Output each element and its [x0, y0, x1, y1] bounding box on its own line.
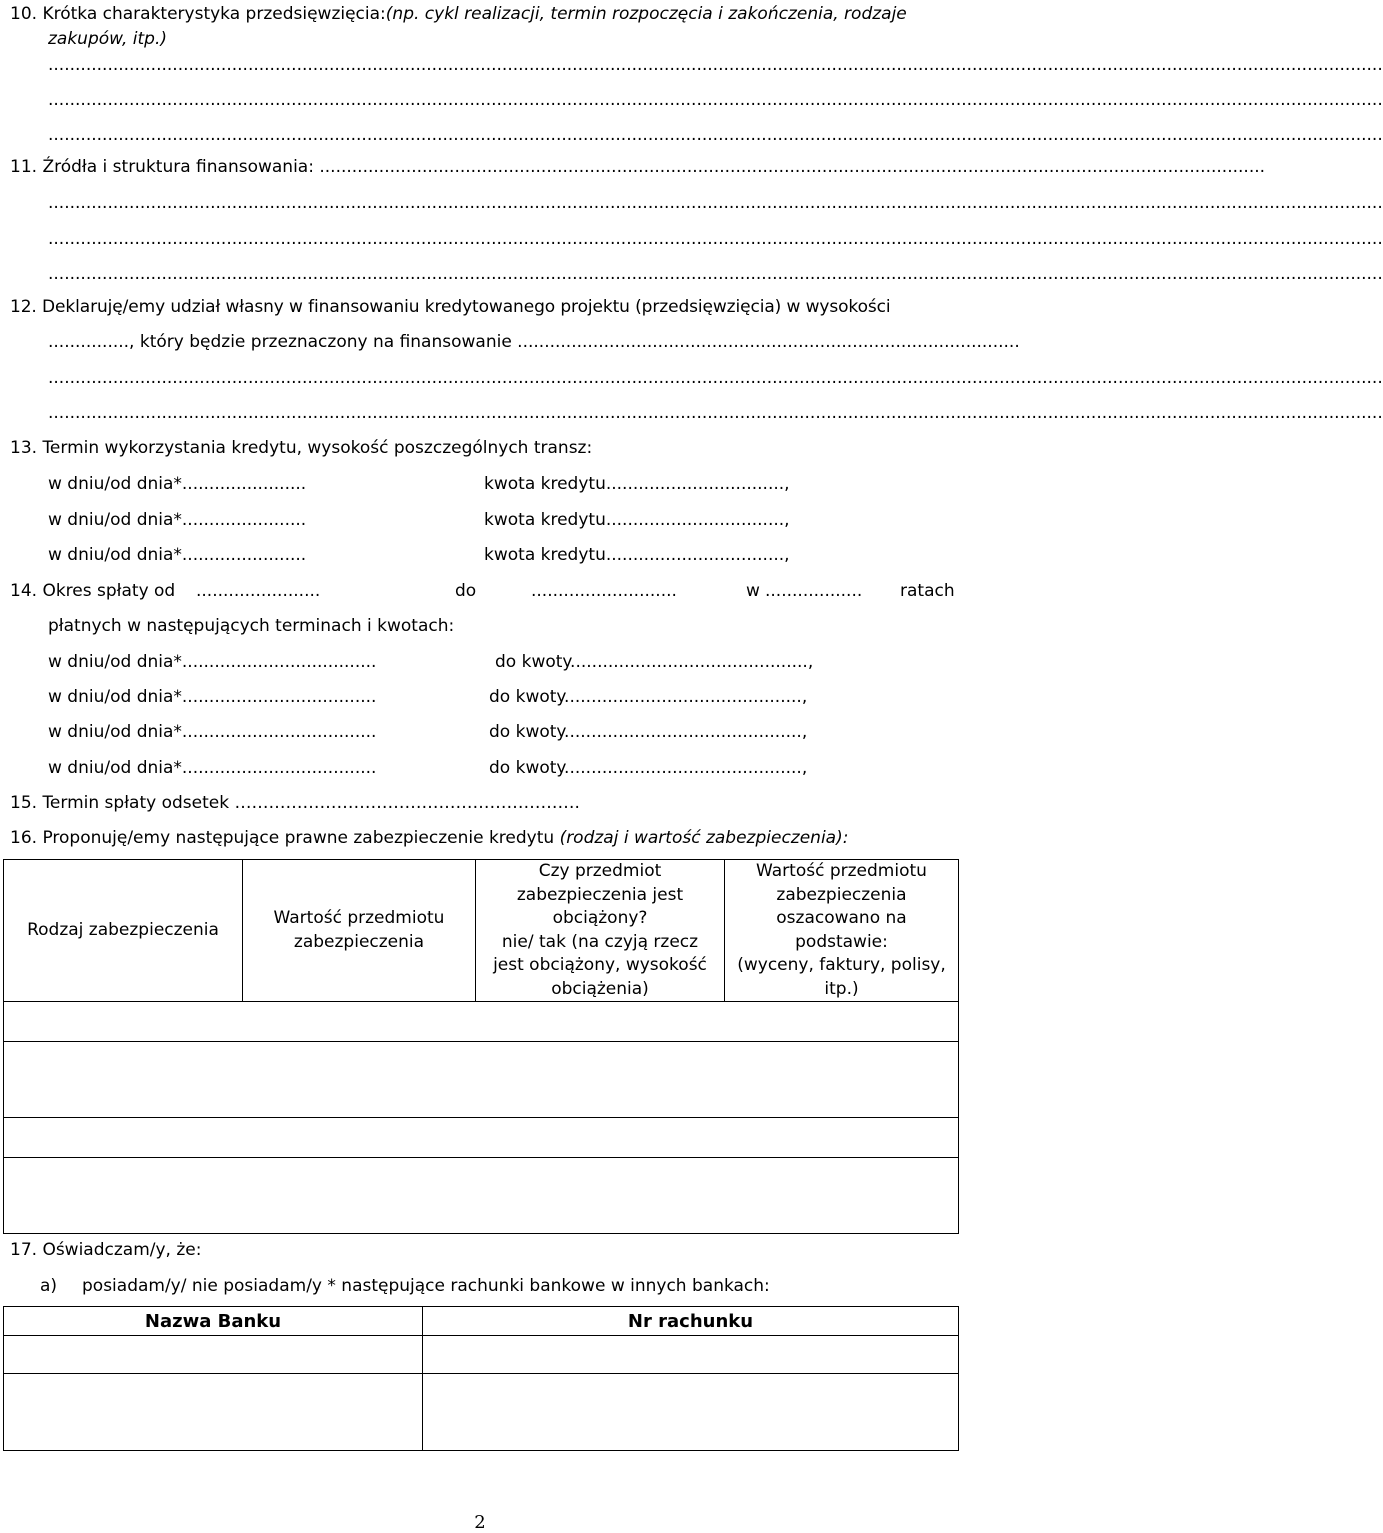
collateral-header-valuation-basis: Wartość przedmiotu zabezpieczenia oszacowano na podstawie: (wyceny, faktury, polisy, itp.)	[725, 860, 959, 1002]
s13-row-1-amount: kwota kredytu.................................,	[484, 474, 790, 494]
s13-row-1-date: w dniu/od dnia*.......................	[48, 474, 307, 494]
section-14-w: w	[746, 581, 760, 601]
section-16-label: 16. Proponuję/emy następujące prawne zabezpieczenie kredytu	[10, 828, 560, 848]
section-17a-text: posiadam/y/ nie posiadam/y * następujące rachunki bankowe w innych bankach:	[82, 1276, 770, 1296]
s13-row-3-date: w dniu/od dnia*.......................	[48, 545, 307, 565]
section-17-heading: 17. Oświadczam/y, że:	[10, 1240, 202, 1260]
collateral-row-2-cell[interactable]	[4, 1042, 959, 1118]
section-14-w-fill: ..................	[765, 581, 863, 601]
s14-row-4-amount: do kwoty............................................,	[489, 758, 808, 778]
s14-row-1-amount: do kwoty............................................,	[495, 652, 814, 672]
collateral-header-encumbered: Czy przedmiot zabezpieczenia jest obciążony? nie/ tak (na czyją rzecz jest obciążony, wysokość obciążenia)	[476, 860, 725, 1002]
section-12-heading: 12. Deklaruję/emy udział własny w finansowaniu kredytowanego projektu (przedsięwzięcia) w wysokości	[10, 297, 891, 317]
section-10-fill-line-2: .......................................................................................................................................................................................................................................................	[48, 90, 1383, 110]
collateral-table-row	[4, 1118, 959, 1158]
section-12-fill-line-1: .......................................................................................................................................................................................................................................................	[48, 368, 1383, 388]
s14-row-1-date: w dniu/od dnia*....................................	[48, 652, 377, 672]
s14-row-3-date: w dniu/od dnia*....................................	[48, 722, 377, 742]
collateral-table	[3, 859, 959, 1234]
section-11-fill-line-1: .......................................................................................................................................................................................................................................................	[48, 193, 1383, 213]
collateral-row-1-cell[interactable]	[4, 1002, 959, 1042]
bank-accounts-row	[4, 1336, 959, 1374]
section-14-do-fill: ...........................	[531, 581, 677, 601]
section-15-heading: 15. Termin spłaty odsetek …………………………………………………….	[10, 793, 580, 813]
section-13-heading: 13. Termin wykorzystania kredytu, wysokość poszczególnych transz:	[10, 438, 593, 458]
s14-row-2-date: w dniu/od dnia*....................................	[48, 687, 377, 707]
section-12-fill-line-2: .......................................................................................................................................................................................................................................................	[48, 403, 1383, 423]
s13-row-3-amount: kwota kredytu.................................,	[484, 545, 790, 565]
s13-row-2-amount: kwota kredytu.................................,	[484, 510, 790, 530]
s14-row-3-amount: do kwoty............................................,	[489, 722, 808, 742]
collateral-table-row	[4, 1042, 959, 1118]
section-14-label: 14. Okres spłaty od	[10, 581, 176, 601]
section-11-fill-line-2: .......................................................................................................................................................................................................................................................	[48, 229, 1383, 249]
bank-accounts-header-row	[4, 1307, 959, 1336]
collateral-header-value: Wartość przedmiotu zabezpieczenia	[243, 860, 476, 1002]
section-10-label: 10. Krótka charakterystyka przedsięwzięcia:	[10, 4, 386, 24]
collateral-table-row	[4, 1158, 959, 1234]
section-11-fill-line-3: .......................................................................................................................................................................................................................................................	[48, 264, 1383, 284]
section-11-label: 11. Źródła i struktura finansowania:	[10, 157, 320, 177]
collateral-row-4-cell[interactable]	[4, 1158, 959, 1234]
section-14-ratach: ratach	[900, 581, 955, 601]
section-14-od-fill: .......................	[196, 581, 321, 601]
s14-row-4-date: w dniu/od dnia*....................................	[48, 758, 377, 778]
account-number-cell[interactable]	[423, 1374, 959, 1451]
bank-name-header: Nazwa Banku	[4, 1307, 423, 1336]
section-12-line-2: ..............., który będzie przeznaczony na finansowanie .............................................................................................	[48, 332, 1020, 352]
collateral-header-type: Rodzaj zabezpieczenia	[4, 860, 243, 1002]
bank-name-cell[interactable]	[4, 1374, 423, 1451]
section-10-hint-cont: zakupów, itp.)	[48, 29, 167, 49]
section-14-do: do	[455, 581, 477, 601]
account-number-cell[interactable]	[423, 1336, 959, 1374]
collateral-table-row	[4, 1002, 959, 1042]
bank-name-cell[interactable]	[4, 1336, 423, 1374]
section-10-hint: (np. cykl realizacji, termin rozpoczęcia i zakończenia, rodzaje	[385, 4, 907, 24]
s13-row-2-date: w dniu/od dnia*.......................	[48, 510, 307, 530]
s14-row-2-amount: do kwoty............................................,	[489, 687, 808, 707]
account-number-header: Nr rachunku	[423, 1307, 959, 1336]
page-number: 2	[474, 1512, 486, 1533]
section-16-heading	[10, 827, 848, 849]
section-14-line-2: płatnych w następujących terminach i kwotach:	[48, 616, 455, 636]
section-10-fill-line-3: .......................................................................................................................................................................................................................................................	[48, 125, 1383, 145]
section-11-fill: ...............................................................................................................................................................................	[319, 157, 1266, 177]
section-10-fill-line-1: .......................................................................................................................................................................................................................................................	[48, 55, 1383, 75]
section-11-heading	[10, 156, 1266, 178]
bank-accounts-table	[3, 1306, 959, 1451]
collateral-row-3-cell[interactable]	[4, 1118, 959, 1158]
collateral-table-header-row	[4, 860, 959, 1002]
bank-accounts-row	[4, 1374, 959, 1451]
section-17a-marker: a)	[40, 1276, 58, 1296]
section-10-heading	[10, 3, 907, 25]
section-16-hint: (rodzaj i wartość zabezpieczenia):	[559, 828, 849, 848]
